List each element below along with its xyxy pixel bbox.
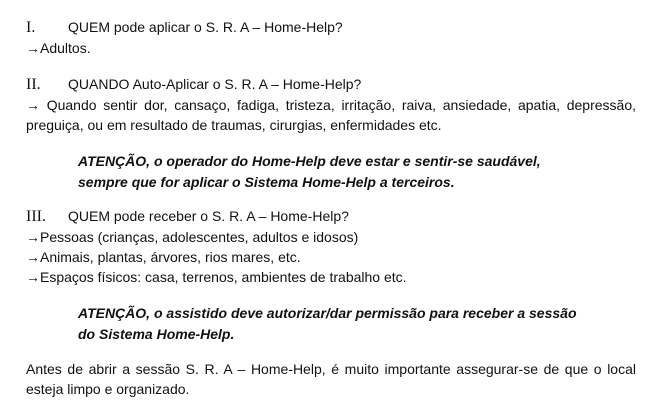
section-2-numeral: II. <box>26 76 41 93</box>
section-2-title: QUANDO Auto-Aplicar o S. R. A – Home-Help? <box>68 76 362 92</box>
section-1-heading <box>26 17 343 38</box>
section-2-answer: → Quando sentir dor, cansaço, fadiga, tristeza, irritação, raiva, ansiedade, apatia, depressão, preguiça, ou em resultado de traumas, cirurgias, enfermidades etc. <box>26 97 636 133</box>
section-2-notice-line-2: sempre que for aplicar o Sistema Home-Help a terceiros. <box>78 174 455 190</box>
section-1-numeral: I. <box>26 19 36 36</box>
section-1-answer: →Adultos. <box>26 40 91 56</box>
section-3-numeral: III. <box>26 208 46 225</box>
section-3-notice-line-2: do Sistema Home-Help. <box>78 326 235 342</box>
list-item: →Espaços físicos: casa, terrenos, ambientes de trabalho etc. <box>26 269 407 285</box>
section-3-heading <box>26 206 349 227</box>
section-2-heading <box>26 74 361 95</box>
section-2-notice-line-1: ATENÇÃO, o operador do Home-Help deve estar e sentir-se saudável, <box>78 153 541 169</box>
section-3-title: QUEM pode receber o S. R. A – Home-Help? <box>68 208 349 224</box>
list-item: →Pessoas (crianças, adolescentes, adultos e idosos) <box>26 229 359 245</box>
list-item: →Animais, plantas, árvores, rios mares, etc. <box>26 249 301 265</box>
section-3-notice-line-1: ATENÇÃO, o assistido deve autorizar/dar permissão para receber a sessão <box>78 305 577 321</box>
section-1-title: QUEM pode aplicar o S. R. A – Home-Help? <box>68 19 343 35</box>
closing-paragraph: Antes de abrir a sessão S. R. A – Home-Help, é muito importante assegurar-se de que o local esteja limpo e organizado. <box>26 361 636 397</box>
